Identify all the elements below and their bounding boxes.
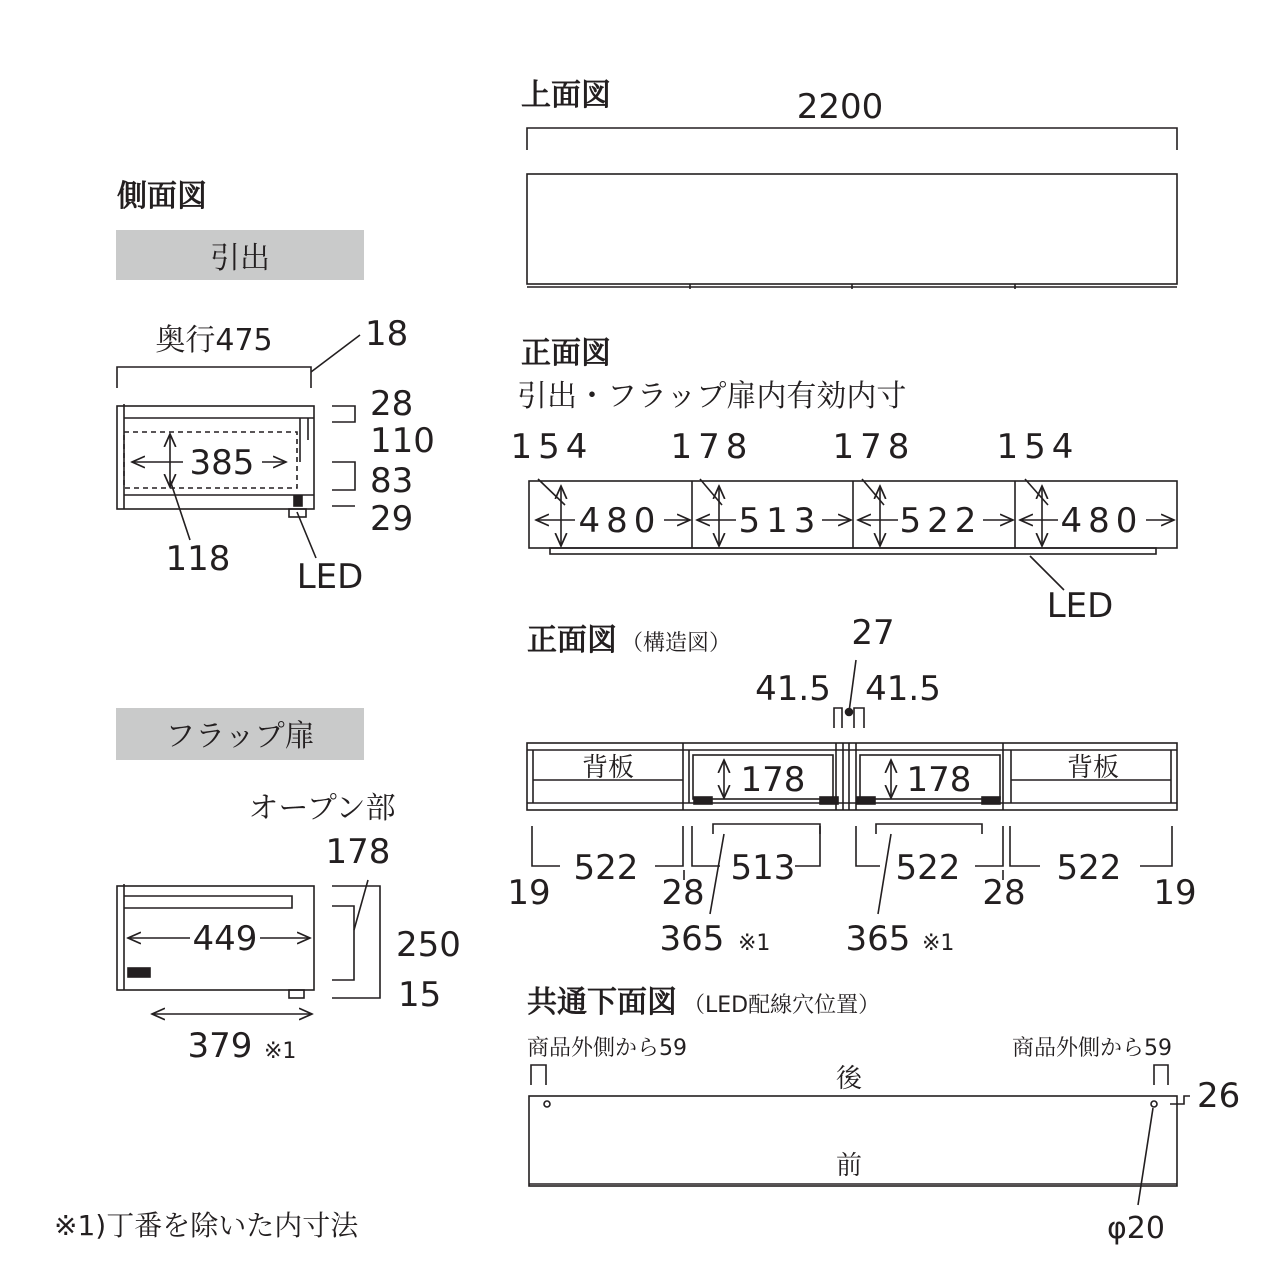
bottom-dim-26: 26 [1197,1076,1241,1116]
structure-bottom-19-right: 19 [1153,873,1197,913]
drawer-led-label: LED [296,557,364,597]
bottom-front-label: 前 [835,1151,863,1181]
structure-bottom-522-a: 522 [573,848,639,888]
structure-bottom-28-left: 28 [661,873,705,913]
bottom-hole-diameter: φ20 [1107,1211,1165,1246]
bottom-view-title: 共通下面図 （LED配線穴位置） [527,985,881,1020]
bottom-right-note: 商品外側から59 [1012,1036,1172,1061]
structure-back-panel-left: 背板 [581,753,635,783]
side-view-title: 側面図 [117,179,207,214]
footnote: ※1)丁番を除いた内寸法 [54,1209,359,1242]
flap-dim-250: 250 [396,925,461,965]
flap-dim-178: 178 [325,832,391,872]
side-view-drawer-drawing [116,230,364,558]
structure-dim-41-5-left: 41.5 [755,669,831,709]
drawer-dim-18: 18 [365,314,409,354]
structure-note-mark-left: ※1 [738,931,771,956]
flap-open-label: オープン部 [248,791,396,826]
top-view-title: 上面図 [521,78,611,113]
top-view-width: 2200 [796,87,884,127]
structure-bottom-19-left: 19 [507,873,551,913]
structure-inner-178-left: 178 [740,760,806,800]
structure-dim-365-right: 365 [845,919,911,959]
front-height-3: 178 [832,427,916,467]
front-height-4: 154 [996,427,1080,467]
bottom-left-note: 商品外側から59 [527,1036,687,1061]
structure-dim-41-5-right: 41.5 [865,669,941,709]
drawer-dim-28: 28 [370,384,414,424]
flap-dim-379: 379 [187,1026,253,1066]
top-view-drawing [527,128,1177,289]
structure-bottom-522-c: 522 [1056,848,1122,888]
structure-dim-365-left: 365 [659,919,725,959]
flap-dim-15: 15 [398,975,442,1015]
drawer-dim-83: 83 [370,461,414,501]
drawer-dim-29: 29 [370,499,414,539]
front-width-4: 480 [1060,501,1144,541]
drawer-dim-385: 385 [189,443,255,483]
structure-inner-178-right: 178 [906,760,972,800]
front-view-title: 正面図 [521,336,611,371]
flap-dim-449: 449 [192,919,258,959]
structure-bottom-28-right: 28 [982,873,1026,913]
front-height-2: 178 [670,427,754,467]
structure-back-panel-right: 背板 [1066,753,1120,783]
drawer-dim-118: 118 [165,539,231,579]
drawer-dim-110: 110 [370,421,435,461]
structure-dim-27: 27 [851,613,895,653]
front-width-3: 522 [899,501,983,541]
front-view-subtitle: 引出・フラップ扉内有効内寸 [517,379,907,414]
drawer-depth-label: 奥行475 [155,323,273,358]
flap-note-mark: ※1 [264,1039,297,1064]
structure-note-mark-right: ※1 [922,931,955,956]
front-led-label: LED [1046,586,1114,626]
structure-bottom-522-b: 522 [895,848,961,888]
drawer-tag: 引出 [210,241,270,276]
front-width-1: 480 [578,501,662,541]
structure-bottom-513: 513 [730,848,796,888]
front-width-2: 513 [738,501,822,541]
structure-view-title: 正面図 （構造図） [527,623,732,658]
bottom-back-label: 後 [835,1064,863,1094]
flap-tag: フラップ扉 [165,719,315,754]
front-height-1: 154 [510,427,594,467]
